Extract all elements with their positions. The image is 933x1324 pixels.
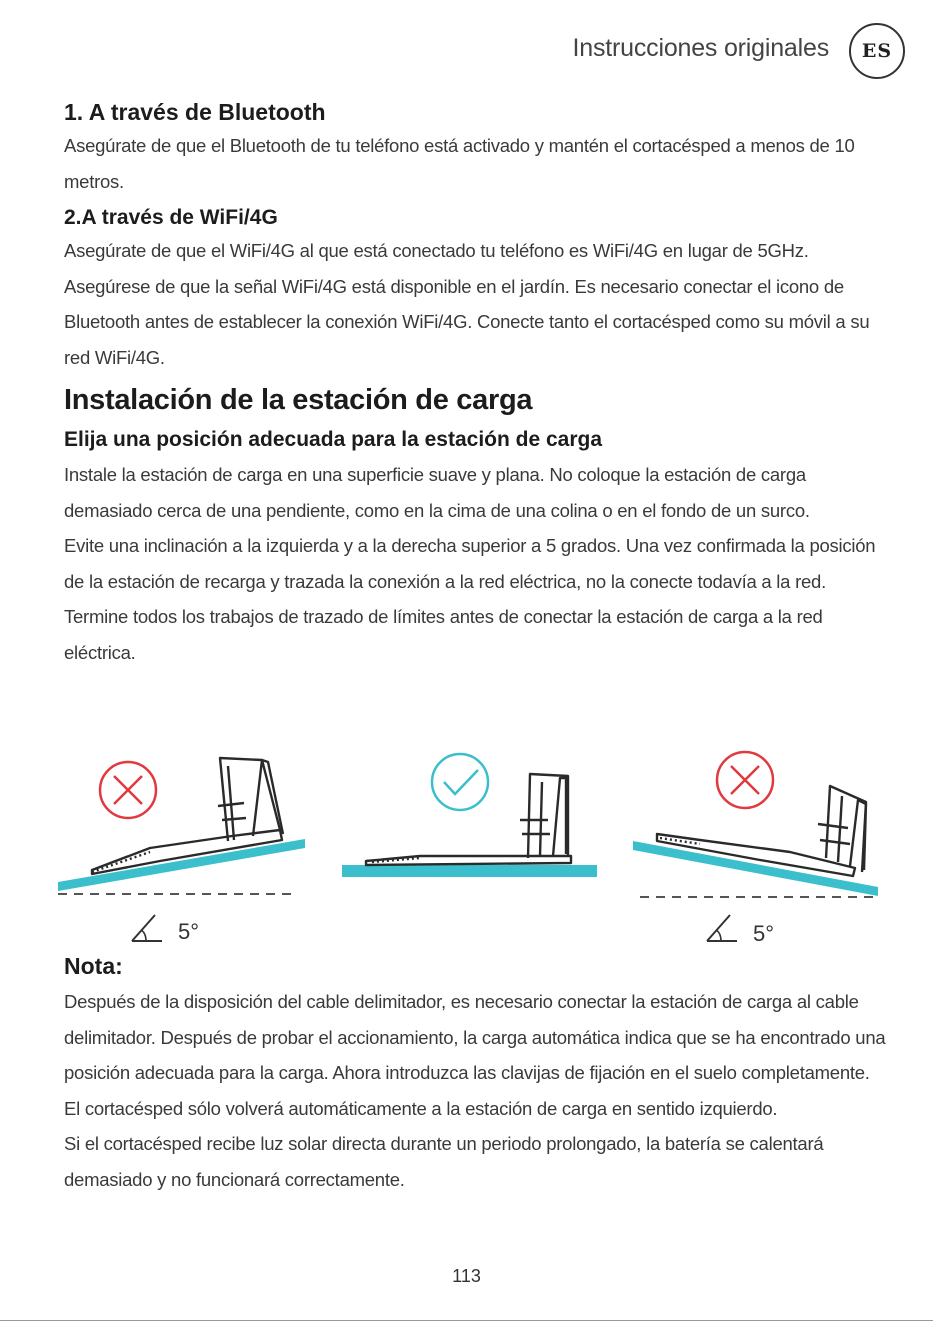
nota-paragraph-2: El cortacésped sólo volverá automáticamente a la estación de carga en sentido izquierdo. [64, 1097, 778, 1119]
wifi-heading: 2.A través de WiFi/4G [64, 206, 278, 229]
header-title: Instrucciones originales [572, 34, 829, 62]
page-number: 113 [452, 1266, 481, 1286]
main-content [64, 96, 894, 670]
right-station-diagram [633, 752, 878, 946]
installation-paragraph-1: Instale la estación de carga en una superficie suave y plana. No coloque la estación de carga demasiado cerca de una pendiente, como en la cima de una colina o en el fondo de un surco. [64, 464, 810, 521]
language-badge: ES [849, 23, 905, 79]
angle-icon [132, 915, 162, 941]
slope-figure [0, 748, 933, 958]
wifi-paragraph-2: Asegúrese de que la señal WiFi/4G está disponible en el jardín. Es necesario conectar el icono de Bluetooth antes de establecer la conexión WiFi/4G. Conecte tanto el cortacésped como su móvil a su red WiFi/4G. [64, 275, 870, 368]
right-charging-station [657, 786, 866, 876]
wrong-icon [100, 762, 156, 818]
installation-subtitle: Elija una posición adecuada para la estación de carga [64, 428, 603, 451]
bluetooth-heading: 1. A través de Bluetooth [64, 99, 326, 125]
middle-station-diagram [342, 754, 597, 877]
nota-block [64, 948, 894, 1197]
nota-paragraph-1: Después de la disposición del cable delimitador, es necesario conectar la estación de carga al cable delimitador. Después de probar el accionamiento, la carga automática indica que se ha encontrado una posición adecuada para la carga. Ahora introduzca las clavijas de fijación en el suelo completamente. [64, 991, 886, 1083]
middle-ground-slab [342, 865, 597, 877]
nota-paragraph-3: Si el cortacésped recibe luz solar directa durante un periodo prolongado, la batería se calentará demasiado y no funcionará correctamente. [64, 1133, 824, 1190]
bluetooth-text: Asegúrate de que el Bluetooth de tu teléfono está activado y mantén el cortacésped a menos de 10 metros. [64, 135, 855, 192]
bottom-rule [0, 1320, 933, 1321]
nota-heading: Nota: [64, 953, 123, 979]
installation-title: Instalación de la estación de carga [64, 384, 533, 416]
angle-icon [707, 915, 737, 941]
wrong-icon [717, 752, 773, 808]
left-station-diagram [58, 758, 305, 944]
ok-icon [432, 754, 488, 810]
right-angle-label: 5° [753, 921, 775, 946]
left-angle-label: 5° [178, 919, 200, 944]
middle-charging-station [366, 774, 571, 865]
installation-paragraph-2: Evite una inclinación a la izquierda y a la derecha superior a 5 grados. Una vez confirmada la posición de la estación de recarga y trazada la conexión a la red eléctrica, no la conecte todavía a la red. Termine todos los trabajos de trazado de límites antes de conectar la estación de carga a la red eléctrica. [64, 535, 876, 663]
wifi-paragraph-1: Asegúrate de que el WiFi/4G al que está conectado tu teléfono es WiFi/4G en lugar de 5GHz. [64, 240, 809, 261]
